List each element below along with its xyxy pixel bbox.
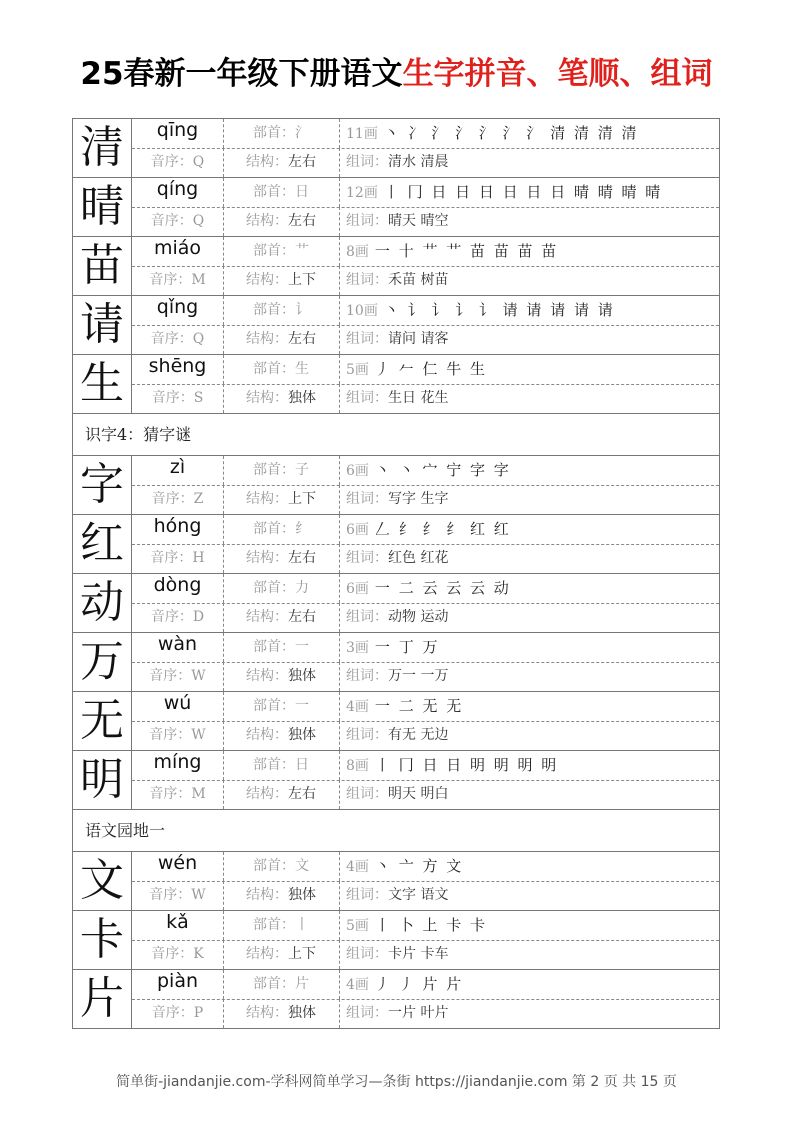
structure: 左右: [288, 154, 316, 170]
order-cell: [132, 384, 224, 413]
structure-label: 结构：: [246, 946, 288, 962]
order-label: 音序：: [149, 668, 192, 684]
structure-cell: [223, 384, 340, 413]
page-title: [0, 48, 793, 93]
stroke-count: 6画: [346, 463, 369, 479]
stroke-order: 一 二 无 无: [374, 697, 464, 715]
radical-cell: [223, 178, 340, 207]
radical: 日: [295, 757, 309, 773]
radical-cell: [223, 692, 340, 721]
words-label: 组词：: [346, 946, 388, 962]
pinyin: dòng: [132, 574, 224, 603]
entry-bottom-row: [132, 881, 719, 910]
order-label: 音序：: [149, 727, 192, 743]
structure-cell: [223, 780, 340, 809]
words-cell: [346, 325, 719, 354]
strokes-cell: [346, 574, 719, 603]
structure-cell: [223, 266, 340, 295]
structure-label: 结构：: [246, 727, 288, 743]
radical-label: 部首：: [253, 184, 295, 200]
entry-bottom-row: [132, 325, 719, 354]
structure: 独体: [288, 390, 316, 406]
stroke-count: 4画: [346, 859, 369, 875]
entry-top-row: [132, 355, 719, 385]
order-cell: [132, 603, 224, 632]
words-label: 组词：: [346, 668, 388, 684]
entry-top-row: [132, 296, 719, 326]
radical-cell: [223, 633, 340, 662]
structure-cell: [223, 148, 340, 177]
structure-label: 结构：: [246, 154, 288, 170]
stroke-count: 5画: [346, 918, 369, 934]
stroke-order: 丿 𠂉 仁 牛 生: [374, 360, 487, 378]
stroke-count: 6画: [346, 522, 369, 538]
entry-top-row: [132, 237, 719, 267]
character-entry: [72, 574, 720, 633]
pinyin: shēng: [132, 355, 224, 384]
order-label: 音序：: [150, 609, 193, 625]
structure-label: 结构：: [246, 1005, 288, 1021]
order: Z: [193, 491, 204, 507]
entry-top-row: [132, 574, 719, 604]
structure-label: 结构：: [246, 550, 288, 566]
order-label: 音序：: [150, 154, 193, 170]
stroke-order: 𠃋 纟 纟 纟 红 红: [374, 520, 511, 538]
character-entry: [72, 119, 720, 178]
entry-bottom-row: [132, 485, 719, 514]
words: 明天 明白: [388, 786, 449, 802]
stroke-order: 丨 卜 上 卡 卡: [374, 916, 487, 934]
order-label: 音序：: [151, 1005, 194, 1021]
strokes-cell: [346, 456, 719, 485]
entry-top-row: [132, 178, 719, 208]
character-entry: [72, 692, 720, 751]
order: W: [191, 887, 206, 903]
entry-top-row: [132, 852, 719, 882]
radical: 生: [295, 361, 309, 377]
stroke-order: 丨 冂 日 日 明 明 明 明: [374, 756, 559, 774]
entry-bottom-row: [132, 940, 719, 969]
structure-label: 结构：: [246, 491, 288, 507]
words-label: 组词：: [346, 609, 388, 625]
title-black: 25春新一年级下册语文: [80, 56, 403, 92]
structure-cell: [223, 207, 340, 236]
radical-label: 部首：: [253, 580, 295, 596]
radical-label: 部首：: [253, 757, 295, 773]
radical-cell: [223, 911, 340, 940]
words-label: 组词：: [346, 727, 388, 743]
order-label: 音序：: [149, 272, 192, 288]
character-entry: [72, 296, 720, 355]
character: 无: [73, 692, 132, 750]
radical: 一: [295, 639, 309, 655]
radical-label: 部首：: [253, 858, 295, 874]
order: W: [191, 727, 206, 743]
words-label: 组词：: [346, 786, 388, 802]
entry-top-row: [132, 692, 719, 722]
order: M: [191, 272, 206, 288]
radical-cell: [223, 237, 340, 266]
pinyin: qǐng: [132, 296, 224, 325]
pinyin: kǎ: [132, 911, 224, 940]
pinyin: hóng: [132, 515, 224, 544]
order-cell: [132, 721, 224, 750]
character-entry: [72, 911, 720, 970]
words-cell: [346, 544, 719, 573]
structure: 左右: [288, 786, 316, 802]
entry-bottom-row: [132, 544, 719, 573]
order-cell: [132, 940, 224, 969]
entry-top-row: [132, 515, 719, 545]
words: 红色 红花: [388, 550, 449, 566]
order-cell: [132, 544, 224, 573]
strokes-cell: [346, 692, 719, 721]
character: 万: [73, 633, 132, 691]
words-label: 组词：: [346, 550, 388, 566]
order-label: 音序：: [151, 946, 194, 962]
entry-bottom-row: [132, 721, 719, 750]
radical: 日: [295, 184, 309, 200]
order: W: [191, 668, 206, 684]
character: 文: [73, 852, 132, 910]
order-label: 音序：: [151, 390, 194, 406]
radical-cell: [223, 574, 340, 603]
pinyin: míng: [132, 751, 224, 780]
order-label: 音序：: [151, 491, 194, 507]
stroke-count: 4画: [346, 977, 369, 993]
radical-cell: [223, 456, 340, 485]
words: 晴天 晴空: [388, 213, 449, 229]
character: 苗: [73, 237, 132, 295]
strokes-cell: [346, 355, 719, 384]
strokes-cell: [346, 237, 719, 266]
radical-label: 部首：: [253, 976, 295, 992]
entry-top-row: [132, 970, 719, 1000]
character-entry: [72, 751, 720, 810]
strokes-cell: [346, 178, 719, 207]
structure-cell: [223, 485, 340, 514]
order-label: 音序：: [149, 786, 192, 802]
radical-label: 部首：: [253, 462, 295, 478]
character: 片: [73, 970, 132, 1028]
stroke-order: 一 二 云 云 云 动: [374, 579, 511, 597]
words: 卡片 卡车: [388, 946, 449, 962]
radical-cell: [223, 119, 340, 148]
order-cell: [132, 662, 224, 691]
order-cell: [132, 266, 224, 295]
entry-bottom-row: [132, 999, 719, 1028]
radical: 力: [295, 580, 309, 596]
section-header: 识字4：猜字谜: [72, 414, 720, 456]
stroke-order: 丿 丿 片 片: [374, 975, 464, 993]
words: 清水 清晨: [388, 154, 449, 170]
radical-cell: [223, 751, 340, 780]
order: H: [192, 550, 205, 566]
words-label: 组词：: [346, 1005, 388, 1021]
character: 红: [73, 515, 132, 573]
entry-top-row: [132, 456, 719, 486]
entry-bottom-row: [132, 603, 719, 632]
character: 动: [73, 574, 132, 632]
order-cell: [132, 148, 224, 177]
order: K: [193, 946, 204, 962]
structure-cell: [223, 544, 340, 573]
structure: 左右: [288, 609, 316, 625]
radical-label: 部首：: [253, 361, 295, 377]
order: S: [193, 390, 204, 406]
entry-top-row: [132, 119, 719, 149]
words-cell: [346, 999, 719, 1028]
words-cell: [346, 485, 719, 514]
order-cell: [132, 207, 224, 236]
character: 清: [73, 119, 132, 177]
character-table: [72, 118, 720, 1029]
radical-cell: [223, 970, 340, 999]
stroke-order: 一 丁 万: [374, 638, 440, 656]
character-entry: [72, 633, 720, 692]
structure-cell: [223, 881, 340, 910]
words-cell: [346, 148, 719, 177]
words-cell: [346, 384, 719, 413]
stroke-count: 12画: [346, 185, 378, 201]
words-label: 组词：: [346, 154, 388, 170]
entry-bottom-row: [132, 384, 719, 413]
character-entry: [72, 456, 720, 515]
character-entry: [72, 852, 720, 911]
words-cell: [346, 207, 719, 236]
stroke-count: 8画: [346, 244, 369, 260]
order-label: 音序：: [150, 550, 193, 566]
order: D: [192, 609, 205, 625]
structure-label: 结构：: [246, 609, 288, 625]
words-label: 组词：: [346, 390, 388, 406]
order: P: [193, 1005, 204, 1021]
strokes-cell: [346, 119, 719, 148]
pinyin: piàn: [132, 970, 224, 999]
structure: 独体: [288, 727, 316, 743]
structure: 左右: [288, 550, 316, 566]
strokes-cell: [346, 515, 719, 544]
stroke-count: 6画: [346, 581, 369, 597]
entry-top-row: [132, 633, 719, 663]
radical: 丨: [295, 917, 309, 933]
character-entry: [72, 237, 720, 296]
words-cell: [346, 780, 719, 809]
entry-top-row: [132, 751, 719, 781]
order-cell: [132, 999, 224, 1028]
structure-label: 结构：: [246, 213, 288, 229]
character: 明: [73, 751, 132, 809]
words-label: 组词：: [346, 491, 388, 507]
words: 一片 叶片: [388, 1005, 449, 1021]
order-label: 音序：: [149, 887, 192, 903]
pinyin: wàn: [132, 633, 224, 662]
order: Q: [192, 213, 205, 229]
character: 字: [73, 456, 132, 514]
stroke-count: 5画: [346, 362, 369, 378]
pinyin: wú: [132, 692, 224, 721]
radical-cell: [223, 852, 340, 881]
pinyin: qíng: [132, 178, 224, 207]
structure: 左右: [288, 213, 316, 229]
stroke-order: 一 十 艹 艹 苗 苗 苗 苗: [374, 242, 559, 260]
radical: 氵: [295, 125, 309, 141]
radical: 文: [295, 858, 309, 874]
radical-label: 部首：: [253, 521, 295, 537]
section-header: 语文园地一: [72, 810, 720, 852]
radical-label: 部首：: [253, 302, 295, 318]
order-cell: [132, 485, 224, 514]
words: 有无 无边: [388, 727, 449, 743]
character-entry: [72, 970, 720, 1029]
structure-cell: [223, 721, 340, 750]
words-label: 组词：: [346, 213, 388, 229]
strokes-cell: [346, 633, 719, 662]
stroke-count: 3画: [346, 640, 369, 656]
character-entry: [72, 515, 720, 574]
radical: 子: [295, 462, 309, 478]
radical-label: 部首：: [253, 243, 295, 259]
words-cell: [346, 881, 719, 910]
structure-label: 结构：: [246, 786, 288, 802]
stroke-count: 10画: [346, 303, 378, 319]
character: 生: [73, 355, 132, 413]
strokes-cell: [346, 970, 719, 999]
words-cell: [346, 940, 719, 969]
stroke-order: 丶 亠 方 文: [374, 857, 464, 875]
radical: 讠: [295, 302, 309, 318]
structure-cell: [223, 325, 340, 354]
words-cell: [346, 721, 719, 750]
stroke-order: 丶 冫 氵 氵 氵 氵 氵 清 清 清 清: [383, 124, 639, 142]
character-entry: [72, 178, 720, 237]
words: 请问 请客: [388, 331, 449, 347]
words: 写字 生字: [388, 491, 449, 507]
structure-label: 结构：: [246, 668, 288, 684]
character: 卡: [73, 911, 132, 969]
order-cell: [132, 325, 224, 354]
entry-bottom-row: [132, 207, 719, 236]
stroke-order: 丶 丶 宀 宁 字 字: [374, 461, 511, 479]
structure-cell: [223, 940, 340, 969]
words: 文字 语文: [388, 887, 449, 903]
radical-cell: [223, 355, 340, 384]
radical-label: 部首：: [253, 698, 295, 714]
strokes-cell: [346, 751, 719, 780]
words-label: 组词：: [346, 887, 388, 903]
structure-label: 结构：: [246, 887, 288, 903]
radical-cell: [223, 515, 340, 544]
radical-cell: [223, 296, 340, 325]
structure: 独体: [288, 668, 316, 684]
structure-label: 结构：: [246, 390, 288, 406]
stroke-order: 丨 冂 日 日 日 日 日 日 晴 晴 晴 晴: [383, 183, 663, 201]
pinyin: qīng: [132, 119, 224, 148]
character: 晴: [73, 178, 132, 236]
words-label: 组词：: [346, 331, 388, 347]
radical-label: 部首：: [253, 125, 295, 141]
words-label: 组词：: [346, 272, 388, 288]
radical: 纟: [295, 521, 309, 537]
strokes-cell: [346, 852, 719, 881]
character: 请: [73, 296, 132, 354]
radical-label: 部首：: [253, 639, 295, 655]
order-label: 音序：: [150, 213, 193, 229]
structure-cell: [223, 603, 340, 632]
words-cell: [346, 603, 719, 632]
title-red: 生字拼音、笔顺、组词: [402, 56, 713, 92]
structure: 上下: [288, 491, 316, 507]
structure-label: 结构：: [246, 272, 288, 288]
words: 生日 花生: [388, 390, 449, 406]
words-cell: [346, 266, 719, 295]
radical-label: 部首：: [253, 917, 295, 933]
stroke-count: 4画: [346, 699, 369, 715]
structure: 独体: [288, 1005, 316, 1021]
radical: 艹: [295, 243, 309, 259]
words-cell: [346, 662, 719, 691]
footer: 简单街-jiandanjie.com-学科网简单学习—条街 https://jiandanjie.com 第 2 页 共 15 页: [116, 1074, 677, 1090]
pinyin: miáo: [132, 237, 224, 266]
pinyin: zì: [132, 456, 224, 485]
entry-bottom-row: [132, 148, 719, 177]
radical: 一: [295, 698, 309, 714]
order-cell: [132, 881, 224, 910]
words: 动物 运动: [388, 609, 449, 625]
strokes-cell: [346, 296, 719, 325]
pinyin: wén: [132, 852, 224, 881]
entry-top-row: [132, 911, 719, 941]
radical: 片: [295, 976, 309, 992]
entry-bottom-row: [132, 662, 719, 691]
entry-bottom-row: [132, 780, 719, 809]
order-label: 音序：: [150, 331, 193, 347]
structure: 独体: [288, 887, 316, 903]
words: 万一 一万: [388, 668, 449, 684]
stroke-order: 丶 讠 讠 讠 讠 请 请 请 请 请: [383, 301, 615, 319]
structure-cell: [223, 999, 340, 1028]
stroke-count: 11画: [346, 126, 378, 142]
words: 禾苗 树苗: [388, 272, 449, 288]
character-entry: [72, 355, 720, 414]
structure: 上下: [288, 272, 316, 288]
strokes-cell: [346, 911, 719, 940]
structure: 左右: [288, 331, 316, 347]
entry-bottom-row: [132, 266, 719, 295]
stroke-count: 8画: [346, 758, 369, 774]
order-cell: [132, 780, 224, 809]
structure-cell: [223, 662, 340, 691]
order: Q: [192, 154, 205, 170]
structure: 上下: [288, 946, 316, 962]
order: Q: [192, 331, 205, 347]
order: M: [191, 786, 206, 802]
structure-label: 结构：: [246, 331, 288, 347]
